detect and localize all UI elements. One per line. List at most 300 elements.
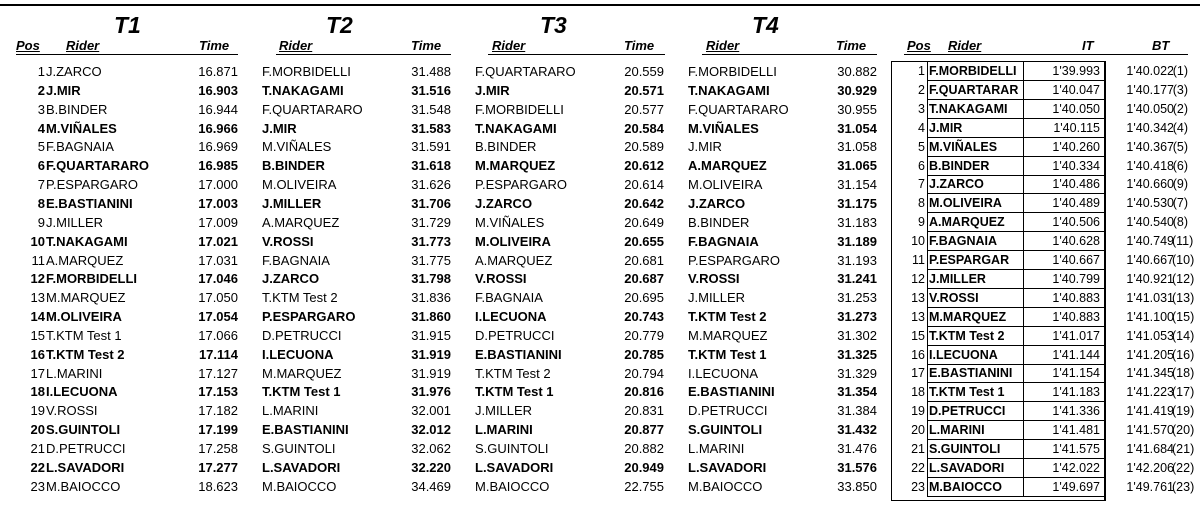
time-cell: 31.253 [837,290,877,306]
time-cell: 17.009 [198,214,238,230]
rider-cell: E.BASTIANINI [46,195,133,211]
position-cell: 9 [37,214,45,230]
rider-cell: M.VIÑALES [262,139,332,155]
time-cell: 20.649 [624,214,664,230]
time-cell: 31.488 [411,64,451,79]
rider-cell: B.BINDER [262,158,325,174]
ideal-row-inner [891,194,1105,213]
rider-cell: B.BINDER [475,139,537,155]
rider-cell: S.GUINTOLI [475,441,549,456]
rider-cell: M.OLIVEIRA [688,177,763,193]
best-time-cell: 1'49.761 [1126,479,1174,494]
time-cell: 20.882 [624,441,664,456]
rider-cell: S.GUINTOLI [927,440,1024,459]
rider-cell: M.VIÑALES [46,120,117,136]
sector-4-heading: T4 [752,12,779,38]
ideal-time-cell: 1'41.336 [1024,402,1105,421]
rider-cell: F.BAGNAIA [927,232,1024,251]
best-position-cell: (20) [1172,423,1195,438]
time-cell: 31.384 [837,403,877,419]
ideal-row-inner [891,119,1105,138]
rider-cell: M.BAIOCCO [688,478,763,494]
ideal-table-row [0,175,1200,194]
ideal-row-inner [891,346,1105,365]
ideal-table-row [0,100,1200,119]
position-cell: 11 [912,253,925,267]
best-time-cell: 1'40.022 [1126,64,1174,78]
ideal-time-cell: 1'40.260 [1024,138,1105,157]
rider-cell: F.QUARTARAR [927,81,1024,100]
rider-cell: M.BAIOCCO [927,478,1024,497]
rider-cell: M.OLIVEIRA [262,177,337,193]
position-cell: 9 [918,215,925,230]
time-header-t4: Time [836,38,867,53]
rider-cell: T.KTM Test 2 [927,327,1024,346]
position-cell: 14 [30,309,45,325]
rider-header-ideal: Rider [948,38,982,53]
position-cell: 13 [911,290,925,305]
ideal-time-cell: 1'40.883 [1024,289,1105,308]
best-time-cell: 1'41.100 [1126,309,1174,324]
best-position-cell: (19) [1172,404,1195,419]
rider-cell: T.NAKAGAMI [475,120,557,136]
ideal-time-cell: 1'49.697 [1024,478,1105,497]
rider-cell: J.MIR [688,139,722,155]
ideal-table-row [0,478,1200,497]
ideal-row-inner [891,289,1105,308]
ideal-table-row [0,327,1200,346]
it-header: IT [1082,38,1094,53]
rider-cell: L.MARINI [927,421,1024,440]
rider-cell: A.MARQUEZ [688,158,767,174]
best-time-cell: 1'41.345 [1126,366,1174,381]
time-cell: 31.273 [837,309,877,325]
rider-cell: B.BINDER [927,157,1024,176]
rider-cell: I.LECUONA [927,346,1024,365]
ideal-table-row [0,157,1200,176]
time-cell: 20.559 [624,64,664,79]
position-cell: 4 [37,120,45,136]
rider-cell: T.NAKAGAMI [688,82,770,98]
time-cell: 31.915 [411,327,451,343]
rider-cell: V.ROSSI [46,403,98,419]
position-cell: 19 [30,403,45,419]
rider-cell: L.SAVADORI [262,459,341,475]
position-cell: 8 [37,195,45,211]
ideal-table-row [0,383,1200,402]
time-cell: 20.584 [624,120,664,136]
position-cell: 20 [30,422,45,438]
ideal-time-cell: 1'41.575 [1024,440,1105,459]
rider-cell: F.MORBIDELLI [927,62,1024,81]
rider-cell: F.BAGNAIA [262,252,330,268]
time-cell: 20.695 [624,290,664,306]
rider-cell: T.KTM Test 1 [262,384,341,400]
rider-cell: T.KTM Test 1 [927,383,1024,402]
rider-cell: T.KTM Test 1 [688,346,767,362]
time-cell: 31.860 [411,309,451,325]
position-cell: 18 [911,385,925,400]
ideal-row-inner [891,232,1105,251]
ideal-row-inner [891,440,1105,459]
time-cell: 30.955 [837,101,877,117]
bt-header: BT [1152,38,1170,53]
time-cell: 17.046 [198,271,238,287]
rider-cell: T.KTM Test 2 [262,290,338,306]
position-cell: 19 [911,404,925,419]
time-cell: 31.548 [411,101,451,117]
time-cell: 31.054 [837,120,877,136]
position-cell: 1 [918,64,925,78]
best-position-cell: (16) [1172,347,1195,362]
best-time-cell: 1'40.418 [1126,158,1174,173]
best-position-cell: (11) [1172,234,1194,249]
ideal-time-cell: 1'40.486 [1024,175,1105,194]
best-time-cell: 1'40.367 [1126,139,1174,154]
rider-cell: F.MORBIDELLI [46,271,137,287]
ideal-table-row [0,289,1200,308]
rider-cell: I.LECUONA [475,309,547,325]
header-rule-ideal [904,54,1188,55]
time-cell: 20.577 [624,101,664,117]
rider-cell: P.ESPARGARO [46,177,138,193]
rider-cell: L.MARINI [688,441,745,456]
rider-cell: M.MARQUEZ [688,327,768,343]
ideal-table-row [0,81,1200,100]
rider-cell: F.BAGNAIA [46,139,114,155]
time-cell: 31.189 [837,233,877,249]
best-time-cell: 1'40.660 [1126,177,1174,192]
time-cell: 31.798 [411,271,451,287]
time-cell: 20.681 [624,252,664,268]
best-time-cell: 1'40.921 [1126,271,1174,286]
ideal-time-cell: 1'40.667 [1024,251,1105,270]
position-cell: 13 [30,290,45,306]
best-position-cell: (22) [1172,460,1195,475]
rider-cell: F.MORBIDELLI [475,101,564,117]
time-cell: 20.785 [624,346,664,362]
position-cell: 8 [918,196,925,211]
time-cell: 20.794 [624,365,664,381]
position-cell: 2 [918,82,925,97]
rider-cell: V.ROSSI [927,289,1024,308]
best-time-cell: 1'41.053 [1126,328,1174,343]
ideal-row-inner [891,421,1105,440]
time-cell: 17.114 [198,346,238,362]
rider-cell: T.NAKAGAMI [927,100,1024,119]
best-time-cell: 1'42.206 [1126,460,1174,475]
ideal-row-inner [891,175,1105,194]
position-cell: 12 [30,271,45,287]
rider-cell: L.SAVADORI [46,459,125,475]
rider-cell: M.BAIOCCO [46,478,121,494]
time-cell: 31.476 [837,441,877,456]
rider-cell: E.BASTIANINI [475,346,562,362]
rider-cell: J.MILLER [927,270,1024,289]
time-cell: 20.655 [624,233,664,249]
header-rule-t3 [488,54,665,55]
time-cell: 17.031 [198,252,238,268]
rider-cell: I.LECUONA [262,346,334,362]
ideal-time-cell: 1'42.022 [1024,459,1105,478]
time-cell: 17.182 [198,403,238,419]
time-cell: 17.054 [198,309,238,325]
rider-cell: V.ROSSI [262,233,314,249]
time-cell: 31.919 [411,365,451,381]
ideal-time-cell: 1'41.183 [1024,383,1105,402]
time-header-t3: Time [624,38,655,53]
time-cell: 20.589 [624,139,664,155]
ideal-row-inner [891,308,1105,327]
position-cell: 17 [911,366,925,381]
ideal-table-row [0,119,1200,138]
ideal-time-cell: 1'40.628 [1024,232,1105,251]
rider-cell: L.MARINI [46,365,103,381]
rider-cell: J.MILLER [46,214,104,230]
rider-cell: L.MARINI [475,422,533,438]
rider-cell: M.MARQUEZ [475,158,556,174]
ideal-row-inner [891,251,1105,270]
ideal-time-cell: 1'40.050 [1024,100,1105,119]
time-header-t1: Time [199,38,230,53]
rider-cell: F.BAGNAIA [688,233,759,249]
ideal-row-inner [891,62,1105,81]
time-cell: 20.614 [624,177,664,193]
ideal-table-row [0,138,1200,157]
rider-cell: J.ZARCO [688,195,746,211]
rider-cell: M.OLIVEIRA [46,309,122,325]
time-cell: 32.062 [411,441,451,456]
ideal-table-row [0,213,1200,232]
time-cell: 31.919 [411,346,451,362]
best-position-cell: (5) [1172,139,1188,154]
ideal-table-row [0,270,1200,289]
time-cell: 31.706 [411,195,451,211]
best-position-cell: (9) [1172,177,1188,192]
position-cell: 23 [911,479,925,494]
best-position-cell: (13) [1172,290,1195,305]
rider-cell: A.MARQUEZ [927,213,1024,232]
rider-cell: S.GUINTOLI [46,422,121,438]
time-cell: 17.277 [198,459,238,475]
time-cell: 17.050 [198,290,238,306]
time-cell: 17.003 [198,195,238,211]
ideal-table-row [0,346,1200,365]
ideal-row-inner [891,100,1105,119]
time-cell: 16.966 [198,120,238,136]
rider-cell: J.ZARCO [475,195,533,211]
rider-cell: T.KTM Test 2 [475,365,551,381]
time-cell: 17.066 [198,327,238,343]
time-cell: 31.432 [837,422,877,438]
time-cell: 31.154 [837,177,877,193]
best-position-cell: (23) [1172,479,1195,494]
rider-cell: A.MARQUEZ [475,252,553,268]
position-cell: 17 [30,365,45,381]
best-time-cell: 1'40.667 [1126,253,1174,267]
rider-cell: J.MIR [262,120,297,136]
ideal-table-row [0,402,1200,421]
rider-cell: B.BINDER [688,214,750,230]
position-cell: 6 [37,158,45,174]
ideal-table-row [0,62,1200,81]
rider-cell: T.NAKAGAMI [262,82,344,98]
rider-cell: L.MARINI [262,403,319,419]
best-position-cell: (3) [1172,82,1188,97]
position-cell: 16 [30,346,45,362]
time-cell: 31.775 [411,252,451,268]
best-time-cell: 1'41.205 [1126,347,1174,362]
best-time-cell: 1'41.223 [1126,385,1174,400]
best-time-divider [1105,61,1106,501]
ideal-table-row [0,440,1200,459]
rider-header-t1: Rider [66,38,100,53]
ideal-row-inner [891,459,1105,478]
position-cell: 2 [37,82,45,98]
rider-cell: P.ESPARGARO [262,309,356,325]
time-cell: 31.591 [411,139,451,155]
rider-cell: F.MORBIDELLI [688,64,777,79]
time-cell: 16.969 [198,139,238,155]
best-time-cell: 1'41.570 [1126,423,1174,438]
ideal-table-row [0,194,1200,213]
time-cell: 20.571 [624,82,664,98]
time-cell: 31.175 [837,195,877,211]
rider-cell: T.KTM Test 2 [688,309,767,325]
rider-cell: D.PETRUCCI [927,402,1024,421]
ideal-table-row [0,364,1200,383]
position-cell: 7 [918,177,925,192]
rider-cell: J.MIR [927,119,1024,138]
position-cell: 21 [30,441,45,456]
ideal-time-cell: 1'41.481 [1024,421,1105,440]
position-cell: 15 [911,328,925,343]
time-cell: 22.755 [624,478,664,494]
ideal-time-cell: 1'41.017 [1024,327,1105,346]
ideal-row-inner [891,213,1105,232]
time-cell: 31.325 [837,346,877,362]
best-position-cell: (10) [1172,253,1195,267]
ideal-time-cell: 1'41.144 [1024,346,1105,365]
time-cell: 20.743 [624,309,664,325]
position-cell: 22 [911,460,925,475]
time-cell: 31.836 [411,290,451,306]
rider-cell: T.KTM Test 1 [475,384,554,400]
rider-cell: M.VIÑALES [475,214,545,230]
position-cell: 5 [918,139,925,154]
ideal-row-inner [891,478,1105,497]
best-position-cell: (6) [1172,158,1188,173]
header-rule-t4 [702,54,877,55]
ideal-time-cell: 1'39.993 [1024,62,1105,81]
rider-cell: D.PETRUCCI [688,403,768,419]
rider-cell: J.MILLER [475,403,533,419]
time-cell: 30.929 [837,82,877,98]
time-cell: 31.302 [837,327,877,343]
ideal-time-cell: 1'40.489 [1024,194,1105,213]
ideal-row-inner [891,383,1105,402]
rider-cell: T.KTM Test 1 [46,327,122,343]
rider-header-t2: Rider [279,38,313,53]
time-cell: 34.469 [411,478,451,494]
best-time-cell: 1'40.342 [1126,120,1174,135]
time-cell: 17.127 [198,365,238,381]
rider-cell: F.QUARTARARO [46,158,150,174]
time-cell: 16.871 [198,64,238,79]
time-cell: 31.576 [837,459,877,475]
position-cell: 11 [31,252,45,268]
best-position-cell: (1) [1172,64,1188,78]
ideal-row-inner [891,81,1105,100]
time-cell: 20.642 [624,195,664,211]
best-time-cell: 1'41.684 [1126,442,1174,456]
rider-cell: T.KTM Test 2 [46,346,125,362]
rider-cell: J.ZARCO [927,175,1024,194]
rider-cell: J.MILLER [688,290,746,306]
position-cell: 5 [37,139,45,155]
ideal-time-cell: 1'40.883 [1024,308,1105,327]
time-cell: 17.258 [198,441,238,456]
rider-cell: A.MARQUEZ [46,252,124,268]
position-cell: 10 [911,234,925,249]
time-cell: 31.516 [411,82,451,98]
rider-cell: I.LECUONA [46,384,118,400]
rider-cell: M.MARQUEZ [927,308,1024,327]
rider-header-t3: Rider [492,38,526,53]
rider-cell: M.OLIVEIRA [475,233,551,249]
pos-header: Pos [16,38,40,53]
best-time-cell: 1'40.530 [1126,196,1174,211]
rider-cell: S.GUINTOLI [688,422,763,438]
best-time-cell: 1'40.177 [1126,82,1174,97]
position-cell: 15 [30,327,45,343]
position-cell: 18 [30,384,45,400]
ideal-row-inner [891,270,1105,289]
pos-header-ideal: Pos [907,38,931,53]
time-cell: 17.000 [198,177,238,193]
best-time-cell: 1'40.050 [1126,101,1174,116]
ideal-table-row [0,459,1200,478]
time-cell: 31.065 [837,158,877,174]
header-rule-t2 [276,54,451,55]
time-cell: 31.329 [837,365,877,381]
best-position-cell: (12) [1172,271,1195,286]
rider-cell: M.OLIVEIRA [927,194,1024,213]
rider-cell: M.BAIOCCO [262,478,337,494]
rider-cell: F.QUARTARARO [475,64,576,79]
time-cell: 18.623 [198,478,238,494]
header-rule-t1 [16,54,238,55]
rider-cell: P.ESPARGAR [927,251,1024,270]
time-cell: 16.903 [198,82,238,98]
ideal-row-inner [891,157,1105,176]
ideal-table-row [0,251,1200,270]
position-cell: 7 [37,177,45,193]
position-cell: 10 [30,233,45,249]
time-cell: 16.985 [198,158,238,174]
position-cell: 3 [37,101,45,117]
time-cell: 31.976 [411,384,451,400]
rider-cell: A.MARQUEZ [262,214,340,230]
rider-cell: T.NAKAGAMI [46,233,128,249]
best-time-cell: 1'41.031 [1126,290,1174,305]
time-cell: 31.354 [837,384,877,400]
best-position-cell: (14) [1172,328,1195,343]
time-cell: 31.183 [837,214,877,230]
rider-cell: I.LECUONA [688,365,759,381]
position-cell: 20 [911,423,925,438]
time-cell: 31.773 [411,233,451,249]
